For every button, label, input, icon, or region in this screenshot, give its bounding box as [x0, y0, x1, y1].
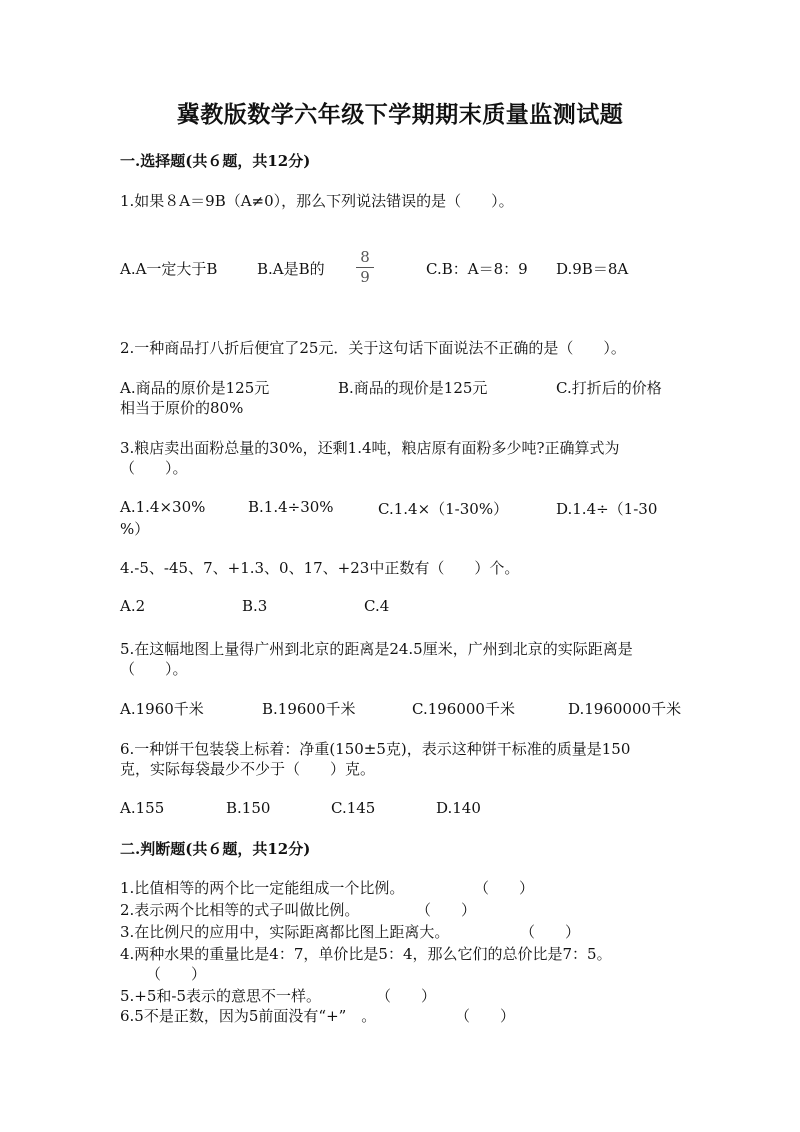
judgement-item-3: 3.在比例尺的应用中，实际距离都比图上距离大。 — [120, 923, 450, 941]
question-6-option-a: A.155 — [120, 799, 165, 817]
fraction-eight-ninths — [356, 250, 374, 286]
page-title: 冀教版数学六年级下学期期末质量监测试题 — [176, 101, 624, 128]
question-3-option-d: D.1.4÷（1-30 — [556, 500, 658, 518]
answer-blank-4[interactable]: （ ） — [146, 965, 207, 983]
question-6-option-d: D.140 — [436, 799, 481, 817]
question-3-option-c: C.1.4×（1-30%） — [378, 500, 509, 518]
question-5-option-b: B.19600千米 — [262, 700, 356, 718]
question-3-stem-continued: （ ）。 — [120, 459, 188, 477]
question-4-option-c: C.4 — [364, 597, 390, 615]
question-4-option-a: A.2 — [120, 597, 146, 615]
judgement-item-2: 2.表示两个比相等的式子叫做比例。 — [120, 901, 360, 919]
question-4-option-b: B.3 — [242, 597, 268, 615]
question-3-option-b: B.1.4÷30% — [248, 498, 334, 516]
section-heading-choice: 一.选择题(共６题，共12分) — [120, 152, 311, 170]
question-6-option-c: C.145 — [331, 799, 376, 817]
question-2-option-a: A.商品的原价是125元 — [120, 379, 270, 397]
answer-blank-6[interactable]: （ ） — [455, 1007, 516, 1025]
question-1-option-c: C.B：A＝8：9 — [426, 260, 528, 278]
question-2-stem: 2.一种商品打八折后便宜了25元．关于这句话下面说法不正确的是（ ）。 — [120, 339, 626, 357]
question-6-stem-continued: 克，实际每袋最少不少于（ ）克。 — [120, 760, 376, 778]
question-1-option-a: A.A一定大于B — [120, 260, 218, 278]
question-1-stem: 1.如果８A＝9B（A≠0），那么下列说法错误的是（ ）。 — [120, 192, 514, 210]
question-5-stem: 5.在这幅地图上量得广州到北京的距离是24.5厘米，广州到北京的实际距离是 — [120, 640, 633, 658]
question-1-option-b: B.A是B的 — [257, 260, 325, 278]
question-3-stem: 3.粮店卖出面粉总量的30%，还剩1.4吨，粮店原有面粉多少吨?正确算式为 — [120, 439, 620, 457]
question-2-option-b: B.商品的现价是125元 — [338, 379, 488, 397]
answer-blank-1[interactable]: （ ） — [474, 879, 535, 897]
question-5-option-a: A.1960千米 — [120, 700, 204, 718]
question-6-option-b: B.150 — [226, 799, 271, 817]
judgement-item-1: 1.比值相等的两个比一定能组成一个比例。 — [120, 879, 405, 897]
question-6-stem: 6.一种饼干包装袋上标着：净重(150±5克)，表示这种饼干标准的质量是150 — [120, 740, 631, 758]
judgement-item-6: 6.5不是正数，因为5前面没有“+” 。 — [120, 1007, 377, 1025]
question-5-stem-continued: （ ）。 — [120, 660, 188, 678]
answer-blank-2[interactable]: （ ） — [416, 901, 477, 919]
question-2-option-c-continued: 相当于原价的80% — [120, 399, 244, 417]
judgement-item-5: 5.+5和-5表示的意思不一样。 — [120, 987, 322, 1005]
answer-blank-3[interactable]: （ ） — [520, 923, 581, 941]
question-1-option-d: D.9B＝8A — [556, 260, 629, 278]
fraction-numerator: 8 — [360, 248, 370, 266]
question-3-option-a: A.1.4×30% — [120, 498, 206, 516]
fraction-denominator: 9 — [360, 268, 370, 286]
question-3-option-d-continued: %） — [120, 520, 150, 538]
answer-blank-5[interactable]: （ ） — [376, 987, 437, 1005]
judgement-item-4: 4.两种水果的重量比是4：7，单价比是5：4，那么它们的总价比是7：5。 — [120, 945, 612, 963]
section-heading-judgement: 二.判断题(共６题，共12分) — [120, 840, 311, 858]
question-5-option-c: C.196000千米 — [412, 700, 515, 718]
question-4-stem: 4.-5、-45、7、+1.3、0、17、+23中正数有（ ）个。 — [120, 559, 520, 577]
question-2-option-c: C.打折后的价格 — [556, 379, 662, 397]
question-5-option-d: D.1960000千米 — [568, 700, 682, 718]
